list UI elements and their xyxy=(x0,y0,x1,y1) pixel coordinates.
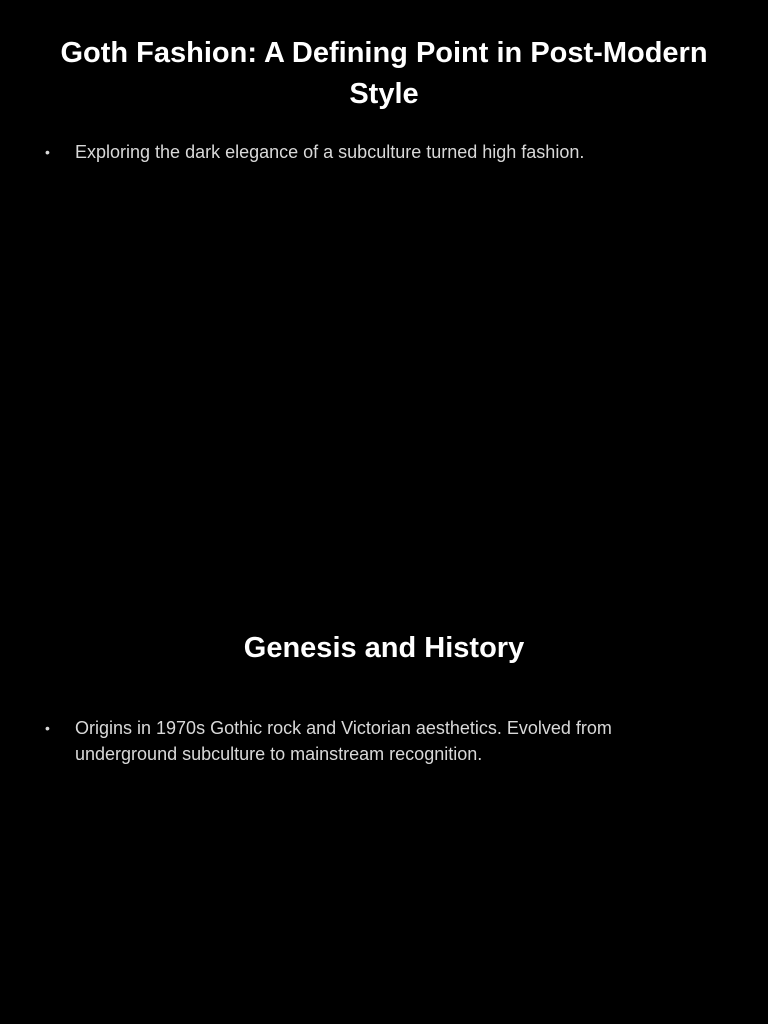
slide-2 xyxy=(0,576,768,1024)
bullet-list xyxy=(45,139,705,165)
bullet-text: Exploring the dark elegance of a subculture turned high fashion. xyxy=(75,142,585,162)
bullet-list xyxy=(45,715,705,767)
bullet-item xyxy=(45,715,705,767)
slide-title: Genesis and History xyxy=(243,632,525,664)
bullet-item xyxy=(45,139,705,165)
slide-title: Goth Fashion: A Defining Point in Post-Modern Style xyxy=(60,37,708,110)
bullet-dot-icon: • xyxy=(45,720,50,736)
bullet-dot-icon: • xyxy=(45,144,50,160)
bullet-text: Origins in 1970s Gothic rock and Victorian aesthetics. Evolved from underground subculture to mainstream recognition. xyxy=(75,718,612,764)
